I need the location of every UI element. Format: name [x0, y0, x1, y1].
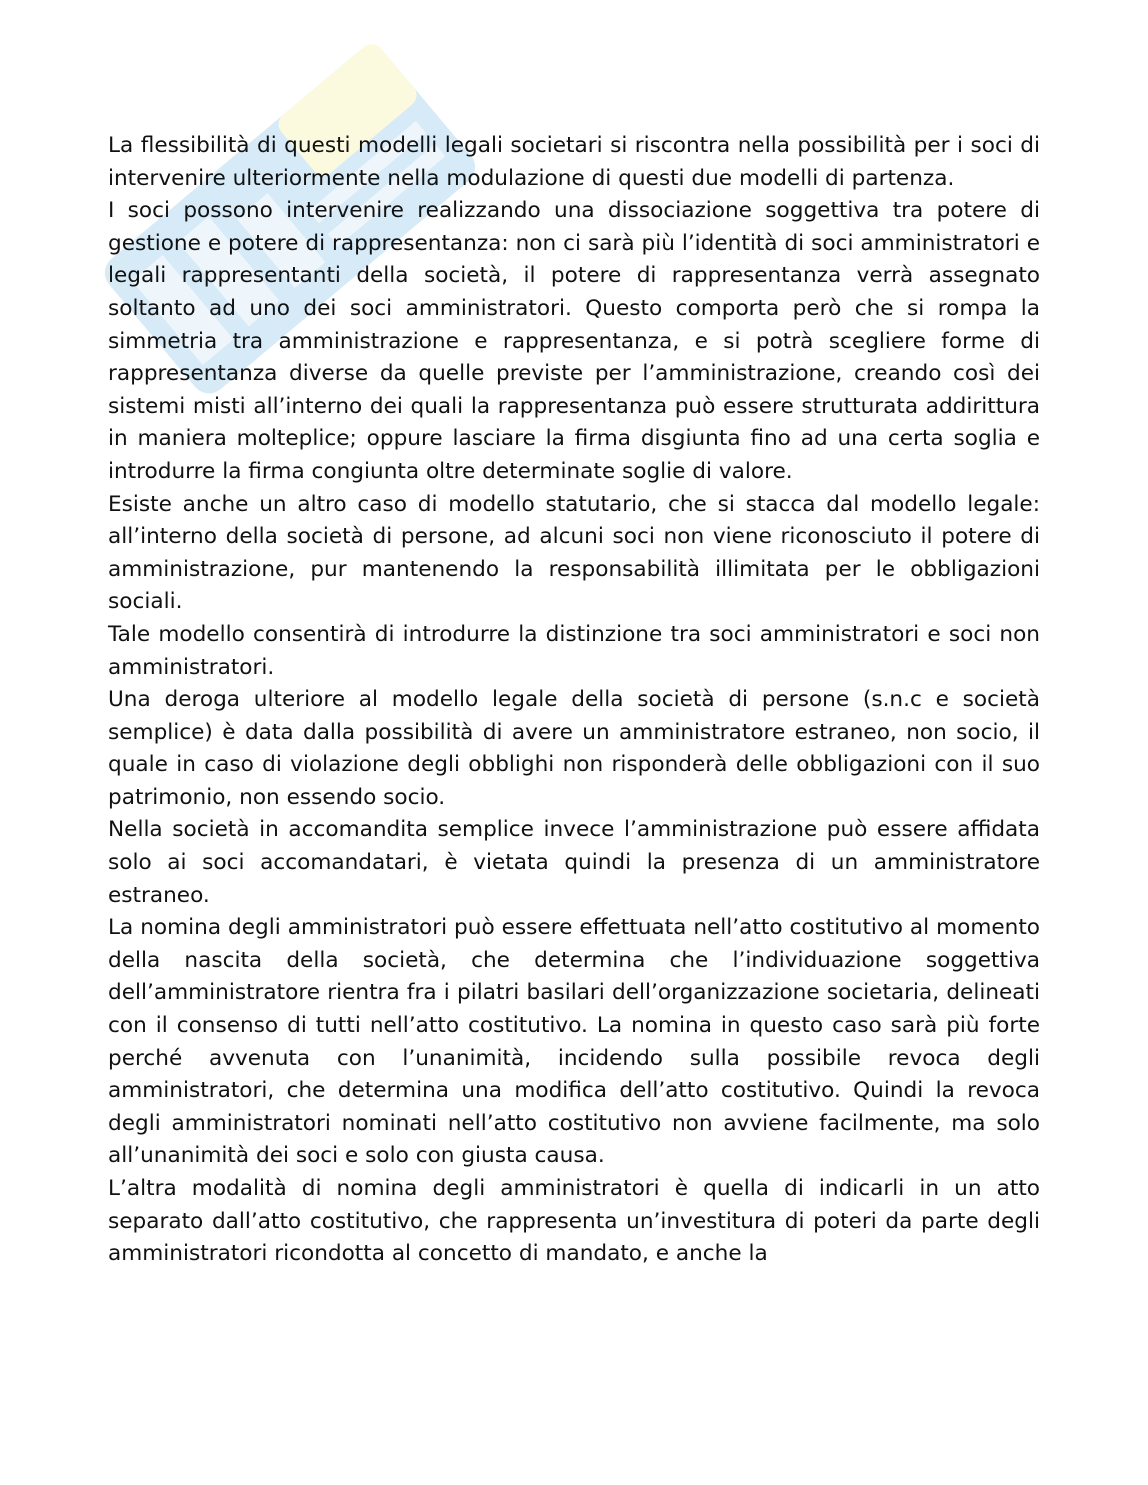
paragraph-2: I soci possono intervenire realizzando una dissociazione soggettiva tra potere di gestione e potere di rappresentanza: non ci sarà più l’identità di soci amministratori e legali rappresentanti della società, il potere di rappresentanza verrà assegnato soltanto ad uno dei soci amministratori. Questo comporta però che si rompa la simmetria tra amministrazione e rappresentanza, e si potrà scegliere forme di rappresentanza diverse da quelle previste per l’amministrazione, creando così dei sistemi misti all’interno dei quali la rappresentanza può essere strutturata addirittura in maniera molteplice; oppure lasciare la firma disgiunta fino ad una certa soglia e introdurre la firma congiunta oltre determinate soglie di valore.: [108, 198, 1040, 484]
paragraph-5: Una deroga ulteriore al modello legale della società di persone (s.n.c e società semplice) è data dalla possibilità di avere un amministratore estraneo, non socio, il quale in caso di violazione degli obblighi non risponderà delle obbligazioni con il suo patrimonio, non essendo socio.: [108, 687, 1040, 810]
paragraph-3: Esiste anche un altro caso di modello statutario, che si stacca dal modello legale: all’interno della società di persone, ad alcuni soci non viene riconosciuto il potere di amministrazione, pur mantenendo la responsabilità illimitata per le obbligazioni sociali.: [108, 491, 1040, 615]
paragraph-6: Nella società in accomandita semplice invece l’amministrazione può essere affidata solo ai soci accomandatari, è vietata quindi la presenza di un amministratore estraneo.: [108, 817, 1040, 908]
paragraph-1: La flessibilità di questi modelli legali societari si riscontra nella possibilità per i soci di intervenire ulteriormente nella modulazione di questi due modelli di partenza.: [108, 133, 1040, 191]
document-body: [108, 130, 1040, 1271]
paragraph-8: L’altra modalità di nomina degli amministratori è quella di indicarli in un atto separato dall’atto costitutivo, che rappresenta un’investitura di poteri da parte degli amministratori ricondotta al concetto di mandato, e anche la: [108, 1176, 1040, 1267]
paragraph-7: La nomina degli amministratori può essere effettuata nell’atto costitutivo al momento della nascita della società, che determina che l’individuazione soggettiva dell’amministratore rientra fra i pilatri basilari dell’organizzazione societaria, delineati con il consenso di tutti nell’atto costitutivo. La nomina in questo caso sarà più forte perché avvenuta con l’unanimità, incidendo sulla possibile revoca degli amministratori, che determina una modifica dell’atto costitutivo. Quindi la revoca degli amministratori nominati nell’atto costitutivo non avviene facilmente, ma solo all’unanimità dei soci e solo con giusta causa.: [108, 915, 1040, 1169]
paragraph-4: Tale modello consentirà di introdurre la distinzione tra soci amministratori e soci non amministratori.: [108, 621, 1040, 680]
